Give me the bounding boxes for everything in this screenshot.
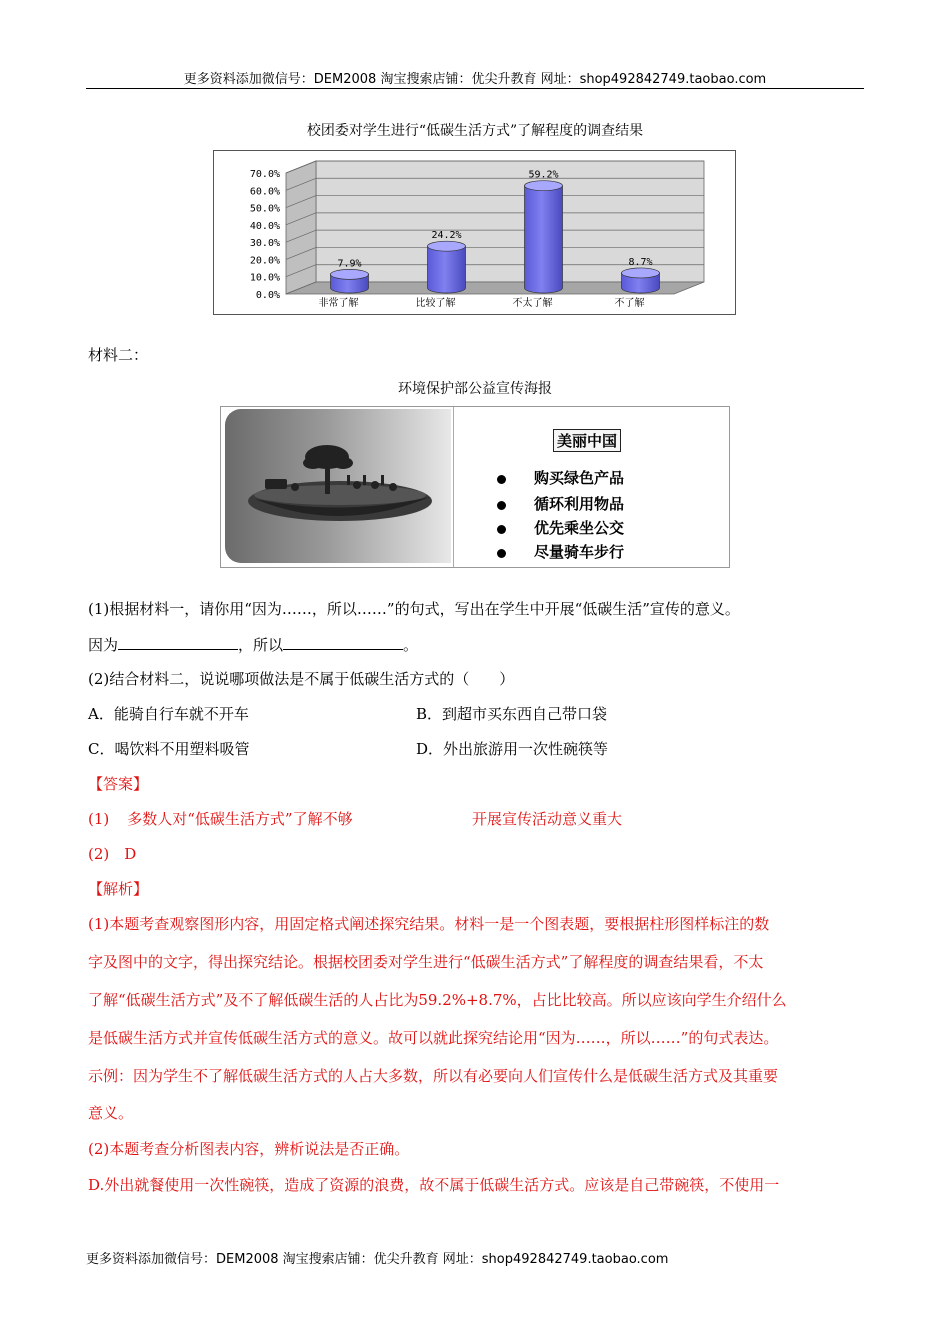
bullet-icon	[497, 475, 506, 484]
bar	[331, 269, 369, 293]
y-tick-label: 20.0%	[249, 255, 280, 267]
bar-top	[622, 268, 660, 278]
x-category-label: 不太了解	[512, 298, 553, 309]
y-tick-label: 60.0%	[249, 186, 280, 198]
bullet-icon	[497, 501, 506, 510]
page-footer: 更多资料添加微信号：DEM2008 淘宝搜索店铺：优尖升教育 网址：shop492842749.taobao.com	[86, 1252, 669, 1267]
option-b: B．到超市买东西自己带口袋	[416, 705, 608, 723]
header-divider	[86, 88, 864, 89]
question-1: (1)根据材料一，请你用“因为……，所以……”的句式，写出在学生中开展“低碳生活”宣传的意义。	[88, 600, 740, 618]
fill-blank[interactable]	[283, 635, 403, 650]
option-d: D．外出旅游用一次性碗筷等	[416, 740, 609, 758]
analysis-line: D.外出就餐使用一次性碗筷，造成了资源的浪费，故不属于低碳生活方式。应该是自己带碗筷，不使用一	[88, 1176, 780, 1194]
y-tick-label: 50.0%	[249, 203, 280, 215]
chart-canvas	[214, 151, 735, 314]
bullet-icon	[497, 525, 506, 534]
bar-value-label: 8.7%	[628, 256, 653, 268]
analysis-line: 是低碳生活方式并宣传低碳生活方式的意义。故可以就此探究结论用“因为……，所以……”的句式表达。	[88, 1029, 779, 1047]
bar	[525, 181, 563, 293]
answer-1: (1) 多数人对“低碳生活方式”了解不够	[88, 810, 353, 828]
poster	[220, 406, 730, 568]
y-tick-label: 30.0%	[249, 238, 280, 250]
poster-image	[225, 409, 451, 563]
analysis-line: 示例：因为学生不了解低碳生活方式的人占大多数，所以有必要向人们宣传什么是低碳生活方式及其重要	[88, 1067, 779, 1085]
y-tick-label: 40.0%	[249, 220, 280, 232]
poster-item: 尽量骑车步行	[497, 541, 624, 562]
analysis-line: 字及图中的文字，得出探究结论。根据校团委对学生进行“低碳生活方式”了解程度的调查结果看，不太	[88, 953, 764, 971]
answer-1-part2: 开展宣传活动意义重大	[472, 810, 623, 828]
analysis-line: 了解“低碳生活方式”及不了解低碳生活的人占比为59.2%+8.7%，占比比较高。所以应该向学生介绍什么	[88, 991, 787, 1009]
x-category-label: 比较了解	[415, 298, 456, 309]
answer-label: 【答案】	[88, 775, 149, 793]
question-1-fill: 因为 ，所以 。	[88, 636, 419, 654]
poster-item: 优先乘坐公交	[497, 517, 624, 538]
page-header: 更多资料添加微信号：DEM2008 淘宝搜索店铺：优尖升教育 网址：shop492842749.taobao.com	[183, 72, 767, 87]
chart-side-wall	[286, 161, 316, 294]
survey-bar-chart	[213, 150, 736, 315]
bar-value-label: 59.2%	[528, 169, 559, 181]
poster-item: 购买绿色产品	[497, 467, 624, 488]
bar-body	[428, 246, 466, 293]
bar-top	[331, 269, 369, 279]
analysis-line: (1)本题考查观察图形内容，用固定格式阐述探究结果。材料一是一个图表题，要根据柱形图样标注的数	[88, 915, 770, 933]
bar	[428, 241, 466, 293]
tree-leaf-illustration	[225, 409, 451, 563]
option-a: A．能骑自行车就不开车	[88, 705, 249, 723]
option-c: C．喝饮料不用塑料吸管	[88, 740, 250, 758]
bullet-icon	[497, 549, 506, 558]
analysis-line: (2)本题考查分析图表内容，辨析说法是否正确。	[88, 1140, 410, 1158]
analysis-line: 意义。	[88, 1104, 134, 1122]
chart-caption: 校团委对学生进行“低碳生活方式”了解程度的调查结果	[306, 123, 644, 139]
bar-top	[428, 241, 466, 251]
poster-caption: 环境保护部公益宣传海报	[398, 381, 552, 397]
x-category-label: 非常了解	[318, 298, 359, 309]
material2-label: 材料二：	[88, 346, 149, 364]
bar-body	[525, 186, 563, 293]
y-tick-label: 70.0%	[249, 169, 280, 180]
bar-value-label: 7.9%	[337, 258, 362, 270]
x-category-label: 不了解	[614, 298, 645, 309]
analysis-label: 【解析】	[88, 880, 149, 898]
poster-title: 美丽中国	[553, 429, 621, 452]
poster-item: 循环利用物品	[497, 493, 624, 514]
poster-divider	[453, 407, 454, 567]
answer-2: (2) D	[88, 845, 137, 863]
bar-top	[525, 181, 563, 191]
bar	[622, 268, 660, 293]
fill-blank[interactable]	[118, 635, 238, 650]
y-tick-label: 0.0%	[255, 290, 280, 301]
bar-value-label: 24.2%	[431, 230, 462, 242]
question-2: (2)结合材料二，说说哪项做法是不属于低碳生活方式的（ ）	[88, 670, 515, 688]
y-tick-label: 10.0%	[249, 272, 280, 284]
